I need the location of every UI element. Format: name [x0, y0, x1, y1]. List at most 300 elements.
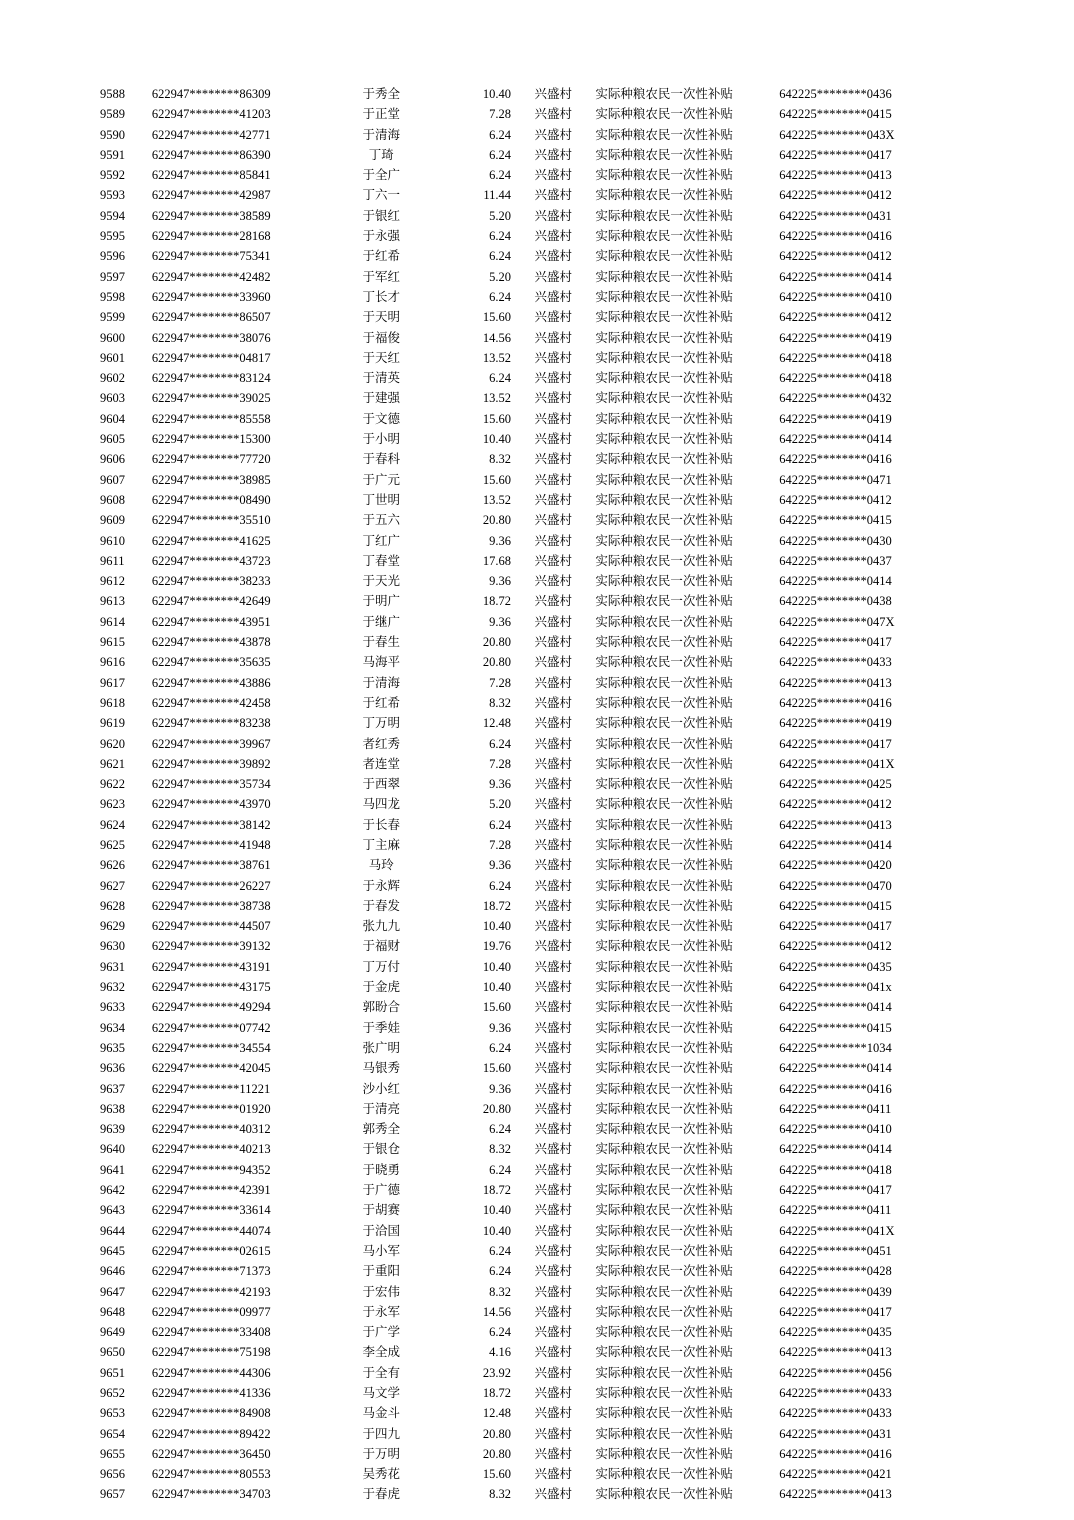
table-cell: 9644	[100, 1223, 125, 1238]
table-row	[100, 1282, 974, 1302]
table-cell: 9632	[100, 980, 125, 995]
table-cell: 于永辉	[362, 877, 400, 893]
table-cell: 实际种粮农民一次性补贴	[595, 979, 733, 995]
table-cell: 于福俊	[362, 329, 400, 345]
table-cell: 622947********41203	[151, 107, 271, 122]
table-row	[100, 206, 974, 226]
table-cell: 马金斗	[362, 1405, 400, 1421]
table-row	[100, 449, 974, 469]
table-cell: 于季娃	[362, 1019, 400, 1035]
table-cell: 实际种粮农民一次性补贴	[595, 370, 733, 386]
table-cell: 兴盛村	[534, 512, 572, 528]
table-cell: 642225********0412	[779, 310, 892, 325]
table-cell: 622947********42482	[151, 269, 271, 284]
table-row	[100, 1038, 974, 1058]
table-cell: 7.28	[489, 837, 512, 852]
table-cell: 兴盛村	[534, 451, 572, 467]
table-cell: 于全广	[362, 167, 400, 183]
table-cell: 9638	[100, 1101, 125, 1116]
table-cell: 兴盛村	[534, 836, 572, 852]
table-cell: 622947********83124	[151, 371, 271, 386]
table-cell: 642225********0432	[779, 391, 892, 406]
table-cell: 丁春堂	[362, 552, 400, 568]
table-cell: 20.80	[482, 1426, 512, 1441]
table-cell: 6.24	[489, 229, 512, 244]
table-cell: 8.32	[489, 1487, 512, 1502]
table-cell: 于继广	[362, 613, 400, 629]
table-cell: 兴盛村	[534, 167, 572, 183]
table-row	[100, 1383, 974, 1403]
table-cell: 18.72	[482, 898, 512, 913]
table-row	[100, 246, 974, 266]
table-cell: 9596	[100, 249, 125, 264]
table-cell: 642225********0417	[779, 1183, 892, 1198]
table-row	[100, 571, 974, 591]
table-cell: 9648	[100, 1304, 125, 1319]
table-row	[100, 1261, 974, 1281]
table-cell: 9603	[100, 391, 125, 406]
table-cell: 于军红	[362, 268, 400, 284]
table-cell: 642225********0414	[779, 1000, 892, 1015]
table-cell: 622947********42987	[151, 188, 271, 203]
table-cell: 马玲	[368, 857, 394, 873]
table-row	[100, 84, 974, 104]
table-row	[100, 734, 974, 754]
table-cell: 642225********0413	[779, 1345, 892, 1360]
table-cell: 兴盛村	[534, 106, 572, 122]
table-cell: 20.80	[482, 1101, 512, 1116]
table-row	[100, 1119, 974, 1139]
table-cell: 兴盛村	[534, 1364, 572, 1380]
table-cell: 丁长才	[362, 288, 400, 304]
table-cell: 兴盛村	[534, 552, 572, 568]
table-cell: 实际种粮农民一次性补贴	[595, 1324, 733, 1340]
table-cell: 18.72	[482, 1183, 512, 1198]
table-cell: 实际种粮农民一次性补贴	[595, 1283, 733, 1299]
table-cell: 622947********38076	[151, 330, 271, 345]
table-cell: 丁世明	[362, 491, 400, 507]
table-cell: 实际种粮农民一次性补贴	[595, 329, 733, 345]
table-cell: 622947********49294	[151, 1000, 271, 1015]
table-cell: 9629	[100, 919, 125, 934]
table-row	[100, 1099, 974, 1119]
table-cell: 13.52	[482, 492, 512, 507]
table-cell: 622947********35510	[151, 513, 271, 528]
table-cell: 642225********0411	[779, 1101, 892, 1116]
table-cell: 郭盼合	[362, 999, 400, 1015]
table-cell: 兴盛村	[534, 349, 572, 365]
table-cell: 642225********0415	[779, 898, 892, 913]
table-cell: 6.24	[489, 127, 512, 142]
table-cell: 642225********0415	[779, 513, 892, 528]
table-cell: 642225********0411	[779, 1203, 892, 1218]
table-cell: 于建强	[362, 390, 400, 406]
table-row	[100, 307, 974, 327]
table-cell: 者连堂	[362, 755, 400, 771]
table-cell: 622947********40312	[151, 1122, 271, 1137]
table-cell: 14.56	[482, 330, 512, 345]
table-cell: 9652	[100, 1386, 125, 1400]
table-cell: 622947********38589	[151, 208, 271, 223]
table-cell: 642225********0412	[779, 797, 892, 812]
table-cell: 9.36	[489, 614, 512, 629]
table-cell: 642225********0431	[779, 1426, 892, 1441]
table-cell: 622947********34703	[151, 1487, 271, 1502]
table-cell: 9633	[100, 1000, 125, 1015]
table-cell: 兴盛村	[534, 1161, 572, 1177]
table-cell: 于天红	[362, 349, 400, 365]
table-cell: 9591	[100, 147, 125, 162]
table-cell: 实际种粮农民一次性补贴	[595, 1242, 733, 1258]
table-cell: 642225********0435	[779, 959, 892, 974]
table-cell: 642225********1034	[779, 1040, 892, 1055]
table-cell: 622947********44074	[151, 1223, 271, 1238]
table-row	[100, 185, 974, 205]
table-cell: 9626	[100, 858, 125, 873]
table-cell: 实际种粮农民一次性补贴	[595, 431, 733, 447]
table-cell: 8.32	[489, 1142, 512, 1157]
table-cell: 622947********77720	[151, 452, 271, 467]
table-cell: 642225********0419	[779, 330, 892, 345]
table-cell: 实际种粮农民一次性补贴	[595, 1222, 733, 1238]
table-cell: 兴盛村	[534, 431, 572, 447]
table-cell: 622947********33960	[151, 289, 271, 304]
table-cell: 实际种粮农民一次性补贴	[595, 248, 733, 264]
table-cell: 于银红	[362, 207, 400, 223]
table-cell: 兴盛村	[534, 1019, 572, 1035]
table-cell: 于重阳	[362, 1263, 400, 1279]
table-cell: 622947********75198	[151, 1345, 271, 1360]
table-row	[100, 1139, 974, 1159]
table-cell: 于西翠	[362, 776, 400, 792]
table-cell: 9608	[100, 492, 125, 507]
table-cell: 642225********0417	[779, 919, 892, 934]
table-cell: 622947********38233	[151, 574, 271, 589]
table-cell: 9604	[100, 411, 125, 426]
table-cell: 9.36	[489, 858, 512, 873]
table-cell: 642225********0418	[779, 1162, 892, 1177]
table-cell: 马海平	[362, 654, 400, 670]
table-cell: 兴盛村	[534, 796, 572, 812]
table-cell: 实际种粮农民一次性补贴	[595, 958, 733, 974]
table-cell: 9598	[100, 289, 125, 304]
table-cell: 622947********02615	[151, 1243, 271, 1258]
table-cell: 5.20	[489, 208, 512, 223]
table-cell: 兴盛村	[534, 857, 572, 873]
table-cell: 642225********0414	[779, 432, 892, 447]
table-cell: 兴盛村	[534, 228, 572, 244]
table-cell: 兴盛村	[534, 1385, 572, 1400]
table-cell: 实际种粮农民一次性补贴	[595, 268, 733, 284]
table-row	[100, 226, 974, 246]
table-cell: 兴盛村	[534, 613, 572, 629]
table-cell: 兴盛村	[534, 1344, 572, 1360]
table-cell: 6.24	[489, 1264, 512, 1279]
table-cell: 实际种粮农民一次性补贴	[595, 674, 733, 690]
table-row	[100, 1160, 974, 1180]
table-cell: 丁红广	[362, 532, 400, 548]
table-row	[100, 835, 974, 855]
table-cell: 17.68	[482, 553, 512, 568]
table-cell: 于长春	[362, 816, 400, 832]
table-cell: 兴盛村	[534, 390, 572, 406]
table-cell: 兴盛村	[534, 674, 572, 690]
table-cell: 兴盛村	[534, 999, 572, 1015]
table-cell: 于永军	[362, 1303, 400, 1319]
table-cell: 兴盛村	[534, 248, 572, 264]
table-cell: 642225********0414	[779, 269, 892, 284]
table-cell: 622947********09977	[151, 1304, 271, 1319]
table-cell: 实际种粮农民一次性补贴	[595, 816, 733, 832]
table-cell: 丁万付	[362, 958, 400, 974]
table-cell: 兴盛村	[534, 1202, 572, 1218]
table-cell: 622947********86309	[151, 87, 271, 101]
table-row	[100, 510, 974, 530]
table-cell: 13.52	[482, 391, 512, 406]
table-cell: 实际种粮农民一次性补贴	[595, 1141, 733, 1157]
table-cell: 622947********38985	[151, 472, 271, 487]
table-cell: 实际种粮农民一次性补贴	[595, 1182, 733, 1198]
table-cell: 642225********0417	[779, 1304, 892, 1319]
table-cell: 642225********0417	[779, 147, 892, 162]
table-cell: 9609	[100, 513, 125, 528]
table-cell: 9653	[100, 1406, 125, 1421]
table-cell: 实际种粮农民一次性补贴	[595, 1405, 733, 1421]
table-cell: 9631	[100, 959, 125, 974]
table-cell: 642225********0428	[779, 1264, 892, 1279]
table-cell: 4.16	[489, 1345, 512, 1360]
table-cell: 兴盛村	[534, 694, 572, 710]
table-cell: 9601	[100, 350, 125, 365]
table-cell: 622947********38142	[151, 817, 271, 832]
table-cell: 642225********0410	[779, 1122, 892, 1137]
table-cell: 642225********0412	[779, 492, 892, 507]
table-cell: 于洽国	[362, 1222, 400, 1238]
table-cell: 于清亮	[362, 1100, 400, 1116]
table-row	[100, 794, 974, 814]
table-cell: 622947********41625	[151, 533, 271, 548]
table-cell: 于万明	[362, 1445, 400, 1461]
table-cell: 10.40	[482, 1223, 512, 1238]
table-cell: 于天明	[362, 309, 400, 325]
table-cell: 兴盛村	[534, 329, 572, 345]
table-row	[100, 348, 974, 368]
table-cell: 实际种粮农民一次性补贴	[595, 877, 733, 893]
table-cell: 实际种粮农民一次性补贴	[595, 735, 733, 751]
table-row	[100, 693, 974, 713]
table-cell: 实际种粮农民一次性补贴	[595, 552, 733, 568]
table-cell: 实际种粮农民一次性补贴	[595, 187, 733, 203]
table-cell: 实际种粮农民一次性补贴	[595, 1344, 733, 1360]
table-cell: 兴盛村	[534, 593, 572, 609]
table-cell: 622947********86390	[151, 147, 271, 162]
table-row	[100, 1079, 974, 1099]
table-cell: 15.60	[482, 1000, 512, 1015]
table-cell: 5.20	[489, 269, 512, 284]
table-cell: 642225********0416	[779, 1081, 892, 1096]
table-cell: 实际种粮农民一次性补贴	[595, 715, 733, 731]
table-row	[100, 957, 974, 977]
table-cell: 9602	[100, 371, 125, 386]
table-cell: 20.80	[482, 635, 512, 650]
table-cell: 622947********36450	[151, 1446, 271, 1461]
table-cell: 兴盛村	[534, 1039, 572, 1055]
table-row	[100, 531, 974, 551]
table-cell: 9620	[100, 736, 125, 751]
table-cell: 9635	[100, 1040, 125, 1055]
table-cell: 兴盛村	[534, 1182, 572, 1198]
table-cell: 兴盛村	[534, 370, 572, 386]
table-cell: 642225********0414	[779, 574, 892, 589]
table-cell: 实际种粮农民一次性补贴	[595, 573, 733, 589]
table-cell: 实际种粮农民一次性补贴	[595, 755, 733, 771]
table-cell: 642225********0420	[779, 858, 892, 873]
table-cell: 11.44	[483, 188, 512, 203]
table-cell: 6.24	[489, 817, 512, 832]
table-cell: 兴盛村	[534, 187, 572, 203]
table-row	[100, 388, 974, 408]
table-cell: 实际种粮农民一次性补贴	[595, 796, 733, 812]
table-cell: 马文学	[362, 1385, 400, 1400]
table-cell: 622947********41948	[151, 837, 271, 852]
table-row	[100, 652, 974, 672]
table-cell: 9651	[100, 1365, 125, 1380]
table-cell: 6.24	[489, 147, 512, 162]
table-row	[100, 997, 974, 1017]
table-cell: 实际种粮农民一次性补贴	[595, 1060, 733, 1076]
table-cell: 于清海	[362, 674, 400, 690]
table-cell: 642225********0425	[779, 777, 892, 792]
table-row	[100, 1058, 974, 1078]
table-cell: 实际种粮农民一次性补贴	[595, 106, 733, 122]
table-cell: 642225********041X	[779, 1223, 895, 1238]
table-cell: 实际种粮农民一次性补贴	[595, 897, 733, 913]
table-cell: 7.28	[489, 107, 512, 122]
table-row	[100, 145, 974, 165]
table-cell: 9619	[100, 716, 125, 731]
table-cell: 642225********0433	[779, 1406, 892, 1421]
table-cell: 兴盛村	[534, 1263, 572, 1279]
table-cell: 642225********041X	[779, 756, 895, 771]
table-cell: 兴盛村	[534, 979, 572, 995]
table-cell: 8.32	[489, 695, 512, 710]
table-cell: 642225********041x	[779, 980, 892, 995]
table-cell: 兴盛村	[534, 491, 572, 507]
table-row	[100, 429, 974, 449]
table-cell: 兴盛村	[534, 755, 572, 771]
table-cell: 9656	[100, 1467, 125, 1482]
table-cell: 9628	[100, 898, 125, 913]
table-cell: 642225********0413	[779, 817, 892, 832]
table-cell: 622947********42649	[151, 594, 271, 609]
table-cell: 兴盛村	[534, 1324, 572, 1340]
table-cell: 实际种粮农民一次性补贴	[595, 228, 733, 244]
table-cell: 兴盛村	[534, 1283, 572, 1299]
table-cell: 兴盛村	[534, 1445, 572, 1461]
table-cell: 实际种粮农民一次性补贴	[595, 451, 733, 467]
table-cell: 14.56	[482, 1304, 512, 1319]
table-row	[100, 1221, 974, 1241]
table-row	[100, 977, 974, 997]
table-cell: 9622	[100, 777, 125, 792]
table-cell: 兴盛村	[534, 288, 572, 304]
table-row	[100, 470, 974, 490]
table-cell: 马银秀	[362, 1060, 400, 1076]
table-cell: 兴盛村	[534, 207, 572, 223]
table-cell: 于清海	[362, 126, 400, 142]
table-cell: 6.24	[489, 168, 512, 183]
table-cell: 642225********043X	[779, 127, 895, 142]
table-cell: 丁琦	[368, 146, 394, 162]
table-row	[100, 1464, 974, 1484]
table-cell: 9.36	[489, 777, 512, 792]
table-cell: 9643	[100, 1203, 125, 1218]
table-cell: 622947********43951	[151, 614, 271, 629]
table-cell: 9654	[100, 1426, 125, 1441]
table-cell: 23.92	[482, 1365, 512, 1380]
table-cell: 9594	[100, 208, 125, 223]
table-cell: 9595	[100, 229, 125, 244]
table-cell: 实际种粮农民一次性补贴	[595, 1466, 733, 1482]
table-cell: 于文德	[362, 410, 400, 426]
table-cell: 642225********0433	[779, 655, 892, 670]
table-row	[100, 409, 974, 429]
table-cell: 6.24	[489, 371, 512, 386]
table-cell: 622947********28168	[151, 229, 271, 244]
table-cell: 622947********71373	[151, 1264, 271, 1279]
table-cell: 642225********0451	[779, 1243, 892, 1258]
table-cell: 兴盛村	[534, 776, 572, 792]
table-cell: 于春科	[362, 451, 400, 467]
table-cell: 兴盛村	[534, 715, 572, 731]
table-row	[100, 104, 974, 124]
table-cell: 兴盛村	[534, 268, 572, 284]
table-cell: 9641	[100, 1162, 125, 1177]
table-cell: 兴盛村	[534, 309, 572, 325]
table-cell: 622947********15300	[151, 432, 271, 447]
table-row	[100, 673, 974, 693]
table-cell: 兴盛村	[534, 1425, 572, 1441]
table-cell: 622947********04817	[151, 350, 271, 365]
table-cell: 兴盛村	[534, 1486, 572, 1502]
table-row	[100, 1018, 974, 1038]
table-cell: 实际种粮农民一次性补贴	[595, 532, 733, 548]
table-cell: 622947********86507	[151, 310, 271, 325]
table-cell: 15.60	[482, 1061, 512, 1076]
table-cell: 642225********0419	[779, 716, 892, 731]
table-cell: 实际种粮农民一次性补贴	[595, 410, 733, 426]
table-cell: 642225********0456	[779, 1365, 892, 1380]
table-row	[100, 855, 974, 875]
table-cell: 丁万明	[362, 715, 400, 731]
table-cell: 642225********0436	[779, 87, 892, 101]
table-cell: 622947********33614	[151, 1203, 271, 1218]
table-cell: 兴盛村	[534, 573, 572, 589]
table-cell: 622947********80553	[151, 1467, 271, 1482]
table-cell: 9639	[100, 1122, 125, 1137]
table-cell: 12.48	[482, 716, 512, 731]
table-row	[100, 267, 974, 287]
table-cell: 642225********0414	[779, 1142, 892, 1157]
table-cell: 9599	[100, 310, 125, 325]
table-cell: 实际种粮农民一次性补贴	[595, 512, 733, 528]
table-cell: 642225********0413	[779, 168, 892, 183]
table-row	[100, 916, 974, 936]
table-cell: 沙小红	[362, 1080, 400, 1096]
table-row	[100, 815, 974, 835]
table-cell: 10.40	[482, 432, 512, 447]
table-row	[100, 754, 974, 774]
